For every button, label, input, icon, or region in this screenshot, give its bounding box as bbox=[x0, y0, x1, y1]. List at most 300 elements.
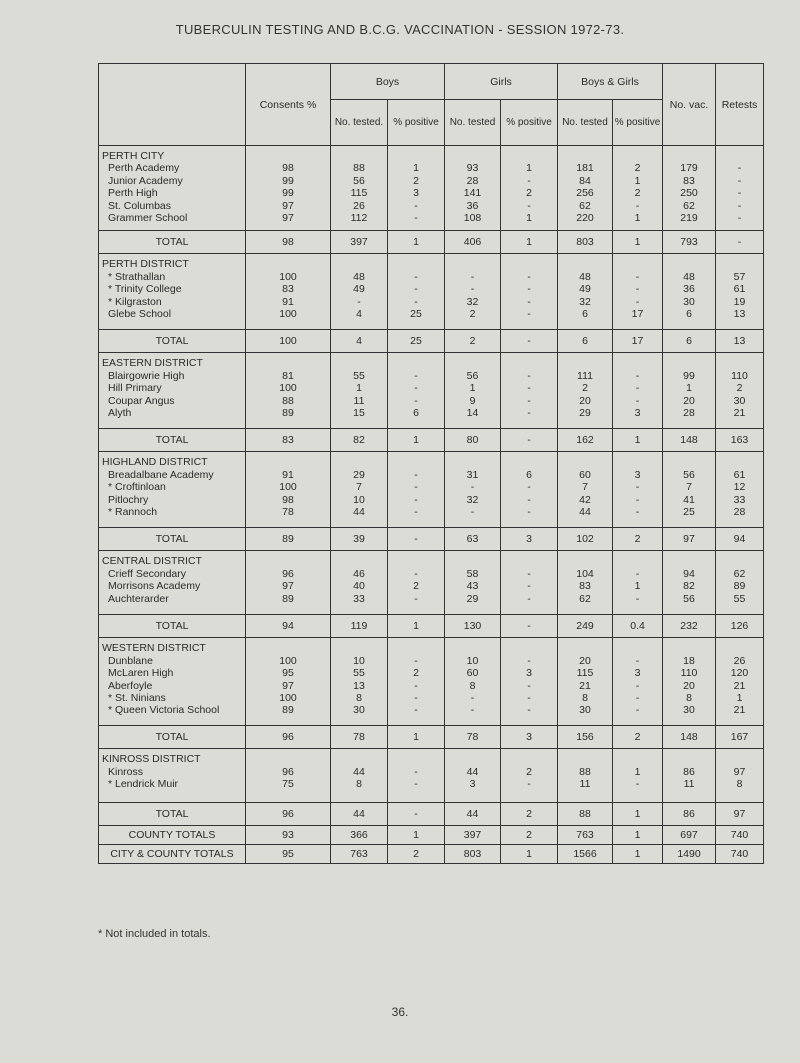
school-name: * Kilgraston bbox=[108, 295, 162, 308]
total-value: 249 bbox=[558, 615, 613, 638]
cell-value: - bbox=[527, 679, 531, 692]
school-name: Glebe School bbox=[108, 308, 172, 321]
school-name: Breadalbane Academy bbox=[108, 468, 214, 481]
cell-value: 108 bbox=[463, 212, 482, 225]
cell-value: - bbox=[635, 493, 640, 506]
spacer bbox=[716, 150, 763, 162]
school-name: * St. Ninians bbox=[108, 692, 166, 705]
cell-value: 98 bbox=[282, 162, 294, 175]
spacer bbox=[558, 357, 612, 369]
total-value: 97 bbox=[716, 803, 764, 826]
total-value: 2 bbox=[613, 726, 663, 749]
section-column bbox=[558, 353, 613, 429]
cell-value: 62 bbox=[579, 592, 591, 605]
cell-value: 1 bbox=[526, 212, 532, 225]
spacer bbox=[388, 753, 444, 765]
cell-value: - bbox=[635, 382, 640, 395]
cell-value: - bbox=[470, 506, 475, 519]
cell-value: 40 bbox=[353, 580, 365, 593]
cell-value: 60 bbox=[579, 468, 591, 481]
cell-value: 100 bbox=[279, 382, 297, 395]
section-column bbox=[501, 353, 558, 429]
spacer bbox=[331, 150, 387, 162]
section-column bbox=[613, 452, 663, 528]
school-name: Morrisons Academy bbox=[108, 580, 201, 593]
cell-value: - bbox=[737, 212, 742, 225]
cell-value: 8 bbox=[356, 692, 362, 705]
cell-value: 10 bbox=[353, 493, 365, 506]
cell-value: - bbox=[470, 270, 475, 283]
cell-value: 104 bbox=[576, 567, 594, 580]
cell-value: 21 bbox=[579, 679, 591, 692]
cell-value: - bbox=[635, 592, 640, 605]
spacer bbox=[613, 258, 662, 270]
cell-value: 49 bbox=[353, 283, 365, 296]
cell-value: 99 bbox=[282, 187, 294, 200]
cell-value: 115 bbox=[576, 667, 594, 680]
cell-value: 141 bbox=[463, 187, 482, 200]
section-total-row bbox=[99, 231, 764, 254]
cell-value: 1 bbox=[526, 162, 532, 175]
cell-value: 86 bbox=[683, 765, 695, 778]
section-column bbox=[331, 551, 388, 615]
section-heading: WESTERN DISTRICT bbox=[102, 642, 206, 655]
cell-value: 31 bbox=[466, 468, 479, 481]
cell-value: - bbox=[737, 199, 742, 212]
cell-value: 33 bbox=[353, 592, 365, 605]
cell-value: 20 bbox=[683, 394, 695, 407]
cell-value: 3 bbox=[634, 468, 641, 481]
section-column bbox=[558, 551, 613, 615]
cell-value: - bbox=[414, 567, 418, 580]
spacer bbox=[331, 555, 387, 567]
total-value: 740 bbox=[716, 826, 764, 845]
spacer bbox=[388, 642, 444, 654]
cell-value: 48 bbox=[683, 270, 695, 283]
cell-value: 111 bbox=[577, 369, 593, 382]
cell-value: - bbox=[414, 506, 418, 519]
total-value: 96 bbox=[246, 803, 331, 826]
total-value: 1 bbox=[501, 845, 558, 864]
school-name: * Croftinloan bbox=[108, 481, 166, 494]
spacer bbox=[246, 150, 330, 162]
cell-value: 13 bbox=[353, 679, 365, 692]
cell-value: - bbox=[635, 567, 640, 580]
spacer bbox=[246, 258, 330, 270]
cell-value: - bbox=[414, 394, 418, 407]
school-name: Junior Academy bbox=[108, 174, 183, 187]
cell-value: 91 bbox=[282, 295, 294, 308]
cell-value: - bbox=[470, 692, 475, 705]
cell-value: 42 bbox=[579, 493, 591, 506]
cell-value: 250 bbox=[680, 187, 698, 200]
cell-value: 11 bbox=[683, 778, 695, 791]
total-value: 803 bbox=[558, 231, 613, 254]
cell-value: 61 bbox=[733, 468, 746, 481]
total-value: 93 bbox=[246, 826, 331, 845]
cell-value: 7 bbox=[356, 481, 362, 494]
section-column bbox=[246, 638, 331, 726]
school-name: Dunblane bbox=[108, 654, 153, 667]
spacer bbox=[716, 753, 763, 765]
cell-value: - bbox=[414, 199, 418, 212]
spacer bbox=[445, 642, 500, 654]
cell-value: 1 bbox=[634, 765, 641, 778]
cell-value: 36 bbox=[466, 199, 479, 212]
total-value: 397 bbox=[331, 231, 388, 254]
cell-value: 93 bbox=[466, 162, 479, 175]
total-value: 88 bbox=[558, 803, 613, 826]
cell-value: 28 bbox=[683, 407, 695, 420]
total-value: 162 bbox=[558, 429, 613, 452]
cell-value: 115 bbox=[350, 187, 368, 200]
cell-value: - bbox=[527, 270, 531, 283]
cell-value: - bbox=[737, 162, 742, 175]
cell-value: 100 bbox=[279, 270, 297, 283]
total-value: 2 bbox=[388, 845, 445, 864]
cell-value: 100 bbox=[279, 308, 297, 321]
spacer bbox=[246, 357, 330, 369]
section-column bbox=[716, 254, 764, 330]
cell-value: 2 bbox=[413, 174, 419, 187]
cell-value: 181 bbox=[576, 162, 594, 175]
cell-value: 56 bbox=[353, 174, 365, 187]
cell-value: 26 bbox=[353, 199, 365, 212]
cell-value: - bbox=[527, 308, 531, 321]
total-value: - bbox=[716, 231, 764, 254]
total-value: 119 bbox=[331, 615, 388, 638]
spacer bbox=[716, 456, 763, 468]
section-total-row bbox=[99, 429, 764, 452]
cell-value: 20 bbox=[683, 679, 695, 692]
cell-value: 2 bbox=[582, 382, 588, 395]
spacer bbox=[331, 258, 387, 270]
section-column bbox=[613, 749, 663, 803]
spacer bbox=[558, 642, 612, 654]
total-value: 78 bbox=[445, 726, 501, 749]
total-value: 156 bbox=[558, 726, 613, 749]
cell-value: 8 bbox=[356, 778, 362, 791]
section-column bbox=[663, 551, 716, 615]
section-column bbox=[558, 146, 613, 231]
cell-value: 112 bbox=[350, 212, 368, 225]
cell-value: 89 bbox=[733, 580, 746, 593]
cell-value: - bbox=[414, 654, 418, 667]
section-total-row bbox=[99, 528, 764, 551]
cell-value: 13 bbox=[733, 308, 746, 321]
section-labels bbox=[99, 353, 246, 429]
cell-value: 78 bbox=[282, 506, 294, 519]
cell-value: - bbox=[527, 493, 531, 506]
section-column bbox=[716, 353, 764, 429]
total-label: TOTAL bbox=[99, 803, 246, 826]
total-value: 80 bbox=[445, 429, 501, 452]
cell-value: 30 bbox=[579, 704, 591, 717]
cell-value: - bbox=[527, 592, 531, 605]
total-value: 39 bbox=[331, 528, 388, 551]
section-block bbox=[99, 254, 764, 330]
section-column bbox=[716, 749, 764, 803]
cell-value: 12 bbox=[733, 481, 746, 494]
spacer bbox=[558, 456, 612, 468]
cell-value: - bbox=[414, 481, 418, 494]
school-name: Coupar Angus bbox=[108, 394, 175, 407]
spacer bbox=[445, 555, 500, 567]
cell-value: - bbox=[414, 493, 418, 506]
cell-value: 100 bbox=[279, 692, 297, 705]
total-value: 1566 bbox=[558, 845, 613, 864]
total-value: 1 bbox=[501, 231, 558, 254]
cell-value: 83 bbox=[282, 283, 294, 296]
cell-value: 25 bbox=[410, 308, 422, 321]
section-labels bbox=[99, 638, 246, 726]
total-value: 98 bbox=[246, 231, 331, 254]
spacer bbox=[716, 642, 763, 654]
total-value: 1 bbox=[613, 845, 663, 864]
cell-value: - bbox=[635, 394, 640, 407]
school-name: * Rannoch bbox=[108, 506, 158, 519]
page-title: TUBERCULIN TESTING AND B.C.G. VACCINATION - SESSION 1972-73. bbox=[175, 22, 625, 37]
section-total-row bbox=[99, 615, 764, 638]
cell-value: - bbox=[527, 382, 531, 395]
cell-value: 1 bbox=[356, 382, 362, 395]
spacer bbox=[501, 258, 557, 270]
section-column bbox=[246, 749, 331, 803]
cell-value: - bbox=[527, 567, 531, 580]
spacer bbox=[558, 150, 612, 162]
section-labels bbox=[99, 749, 246, 803]
section-column bbox=[388, 353, 445, 429]
total-value: 44 bbox=[331, 803, 388, 826]
spacer bbox=[613, 642, 662, 654]
cell-value: - bbox=[414, 692, 418, 705]
section-total-row bbox=[99, 803, 764, 826]
cell-value: 1 bbox=[686, 382, 692, 395]
cell-value: 56 bbox=[683, 592, 695, 605]
cell-value: - bbox=[527, 692, 531, 705]
header-girls-positive: % positive bbox=[501, 100, 558, 146]
total-value: 4 bbox=[331, 330, 388, 353]
cell-value: 10 bbox=[466, 654, 479, 667]
cell-value: 97 bbox=[282, 199, 294, 212]
section-column bbox=[663, 452, 716, 528]
total-value: 1 bbox=[388, 826, 445, 845]
section-block bbox=[99, 638, 764, 726]
spacer bbox=[716, 555, 763, 567]
total-value: 167 bbox=[716, 726, 764, 749]
total-value: 6 bbox=[558, 330, 613, 353]
header-boys: Boys bbox=[331, 64, 445, 100]
spacer bbox=[445, 357, 500, 369]
cell-value: 75 bbox=[282, 778, 294, 791]
school-name: Grammer School bbox=[108, 212, 188, 225]
cell-value: 20 bbox=[579, 654, 591, 667]
section-column bbox=[663, 749, 716, 803]
cell-value: 28 bbox=[733, 506, 746, 519]
cell-value: 33 bbox=[733, 493, 746, 506]
spacer bbox=[558, 555, 612, 567]
cell-value: 88 bbox=[353, 162, 365, 175]
spacer bbox=[501, 753, 557, 765]
cell-value: 83 bbox=[579, 580, 591, 593]
cell-value: 3 bbox=[634, 407, 641, 420]
section-block bbox=[99, 146, 764, 231]
cell-value: 84 bbox=[579, 174, 591, 187]
section-column bbox=[331, 353, 388, 429]
section-column bbox=[445, 452, 501, 528]
spacer bbox=[663, 357, 715, 369]
cell-value: 99 bbox=[282, 174, 294, 187]
total-label: TOTAL bbox=[99, 528, 246, 551]
cell-value: 3 bbox=[413, 187, 419, 200]
cell-value: 6 bbox=[582, 308, 588, 321]
total-value: 130 bbox=[445, 615, 501, 638]
cell-value: 2 bbox=[526, 187, 532, 200]
cell-value: 55 bbox=[733, 592, 746, 605]
total-value: 1 bbox=[613, 803, 663, 826]
school-name: * Queen Victoria School bbox=[108, 704, 220, 717]
spacer bbox=[663, 642, 715, 654]
spacer bbox=[663, 258, 715, 270]
cell-value: 81 bbox=[282, 369, 294, 382]
cell-value: 1 bbox=[469, 382, 476, 395]
section-column bbox=[501, 254, 558, 330]
section-column bbox=[388, 452, 445, 528]
section-column bbox=[388, 638, 445, 726]
spacer bbox=[558, 258, 612, 270]
cell-value: 88 bbox=[579, 765, 591, 778]
cell-value: - bbox=[527, 369, 531, 382]
spacer bbox=[246, 642, 330, 654]
cell-value: 6 bbox=[526, 468, 532, 481]
section-block bbox=[99, 749, 764, 803]
section-column bbox=[663, 353, 716, 429]
cell-value: 6 bbox=[686, 308, 692, 321]
header-boys-positive: % positive bbox=[388, 100, 445, 146]
cell-value: 29 bbox=[579, 407, 591, 420]
cell-value: 58 bbox=[466, 567, 479, 580]
cell-value: - bbox=[737, 187, 742, 200]
total-value: 763 bbox=[558, 826, 613, 845]
section-column bbox=[331, 146, 388, 231]
cell-value: 18 bbox=[683, 654, 695, 667]
cell-value: 32 bbox=[466, 493, 479, 506]
section-total-row bbox=[99, 330, 764, 353]
cell-value: 99 bbox=[683, 369, 695, 382]
section-column bbox=[388, 146, 445, 231]
spacer bbox=[716, 258, 763, 270]
cell-value: - bbox=[635, 506, 640, 519]
section-column bbox=[716, 146, 764, 231]
cell-value: 95 bbox=[282, 667, 294, 680]
cell-value: 179 bbox=[680, 162, 698, 175]
total-value: 2 bbox=[501, 826, 558, 845]
cell-value: 97 bbox=[733, 765, 746, 778]
spacer bbox=[331, 357, 387, 369]
spacer bbox=[246, 753, 330, 765]
cell-value: 88 bbox=[282, 394, 294, 407]
cell-value: - bbox=[635, 679, 640, 692]
section-column bbox=[613, 254, 663, 330]
cell-value: 100 bbox=[279, 654, 297, 667]
cell-value: - bbox=[527, 394, 531, 407]
section-heading: HIGHLAND DISTRICT bbox=[102, 456, 208, 469]
spacer bbox=[501, 150, 557, 162]
cell-value: 10 bbox=[353, 654, 365, 667]
cell-value: 256 bbox=[576, 187, 594, 200]
spacer bbox=[501, 555, 557, 567]
section-column bbox=[445, 146, 501, 231]
section-column bbox=[613, 146, 663, 231]
section-column bbox=[246, 452, 331, 528]
cell-value: 110 bbox=[680, 667, 698, 680]
cell-value: - bbox=[635, 295, 640, 308]
cell-value: - bbox=[470, 283, 475, 296]
cell-value: 110 bbox=[731, 369, 748, 382]
cell-value: 2 bbox=[634, 187, 641, 200]
total-value: 25 bbox=[388, 330, 445, 353]
total-value: - bbox=[501, 330, 558, 353]
cell-value: - bbox=[635, 283, 640, 296]
cell-value: 36 bbox=[683, 283, 695, 296]
cell-value: 15 bbox=[353, 407, 365, 420]
spacer bbox=[331, 753, 387, 765]
cell-value: 43 bbox=[466, 580, 479, 593]
cell-value: - bbox=[635, 704, 640, 717]
cell-value: 98 bbox=[282, 493, 294, 506]
cell-value: 9 bbox=[469, 394, 476, 407]
cell-value: - bbox=[470, 704, 475, 717]
spacer bbox=[613, 555, 662, 567]
section-block bbox=[99, 353, 764, 429]
cell-value: 21 bbox=[733, 704, 746, 717]
cell-value: 48 bbox=[353, 270, 365, 283]
cell-value: - bbox=[527, 295, 531, 308]
cell-value: - bbox=[527, 199, 531, 212]
page-number: 36. bbox=[391, 1005, 409, 1019]
cell-value: 11 bbox=[579, 778, 591, 791]
section-column bbox=[501, 452, 558, 528]
total-value: 740 bbox=[716, 845, 764, 864]
cell-value: - bbox=[470, 481, 475, 494]
total-value: 6 bbox=[663, 330, 716, 353]
total-value: 1 bbox=[388, 231, 445, 254]
total-value: 163 bbox=[716, 429, 764, 452]
spacer bbox=[445, 258, 500, 270]
cell-value: - bbox=[527, 704, 531, 717]
cell-value: - bbox=[527, 654, 531, 667]
spacer bbox=[445, 150, 500, 162]
total-label: TOTAL bbox=[99, 330, 246, 353]
cell-value: 8 bbox=[582, 692, 588, 705]
cell-value: 44 bbox=[353, 765, 365, 778]
cell-value: - bbox=[414, 283, 418, 296]
school-name: Kinross bbox=[108, 765, 144, 778]
header-school bbox=[99, 64, 246, 146]
school-name: Alyth bbox=[108, 407, 132, 420]
total-value: 63 bbox=[445, 528, 501, 551]
cell-value: 2 bbox=[526, 765, 532, 778]
total-value: 2 bbox=[613, 528, 663, 551]
cell-value: 41 bbox=[683, 493, 695, 506]
section-column bbox=[388, 749, 445, 803]
section-labels bbox=[99, 551, 246, 615]
header-girls-tested: No. tested bbox=[445, 100, 501, 146]
cell-value: 30 bbox=[733, 394, 746, 407]
cell-value: 1 bbox=[736, 692, 743, 705]
total-value: 1 bbox=[388, 615, 445, 638]
spacer bbox=[388, 555, 444, 567]
